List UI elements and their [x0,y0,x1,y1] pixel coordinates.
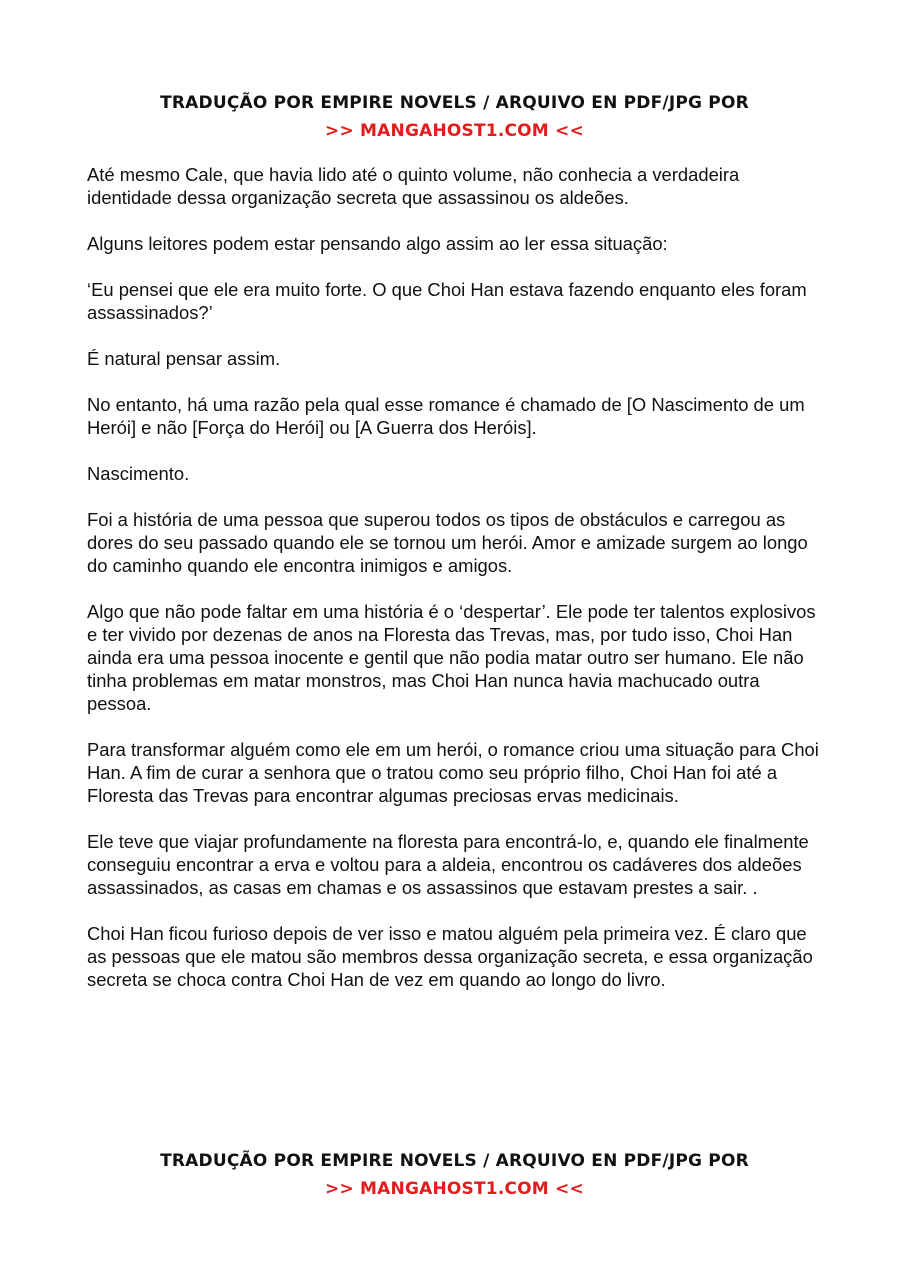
paragraph: Algo que não pode faltar em uma história é o ‘despertar’. Ele pode ter talentos explosivos e ter vivido por dezenas de anos na Floresta das Trevas, mas, por tudo isso, Choi Han ainda era uma pessoa inocente e gentil que não podia matar outro ser humano. Ele não tinha problemas em matar monstros, mas Choi Han nunca havia machucado outra pessoa. [87,601,816,714]
body-text [87,163,827,1014]
paragraph: Para transformar alguém como ele em um herói, o romance criou uma situação para Choi Han. A fim de curar a senhora que o tratou como seu próprio filho, Choi Han foi até a Floresta das Trevas para encontrar algumas preciosas ervas medicinais. [87,739,819,806]
header-credit-line: TRADUÇÃO POR EMPIRE NOVELS / ARQUIVO EN PDF/JPG POR [160,93,749,113]
paragraph: Alguns leitores podem estar pensando algo assim ao ler essa situação: [87,233,668,254]
paragraph: Choi Han ficou furioso depois de ver isso e matou alguém pela primeira vez. É claro que as pessoas que ele matou são membros dessa organização secreta, e essa organização secreta se choca contra Choi Han de vez em quando ao longo do livro. [87,923,813,990]
paragraph: Ele teve que viajar profundamente na floresta para encontrá-lo, e, quando ele finalmente conseguiu encontrar a erva e voltou para a aldeia, encontrou os cadáveres dos aldeões assassinados, as casas em chamas e os assassinos que estavam prestes a sair. . [87,831,809,898]
paragraph: No entanto, há uma razão pela qual esse romance é chamado de [O Nascimento de um Herói] e não [Força do Herói] ou [A Guerra dos Heróis]. [87,394,805,438]
paragraph: Nascimento. [87,463,190,484]
paragraph: Até mesmo Cale, que havia lido até o quinto volume, não conhecia a verdadeira identidade dessa organização secreta que assassinou os aldeões. [87,164,740,208]
footer-watermark [0,1147,909,1203]
paragraph: ‘Eu pensei que ele era muito forte. O que Choi Han estava fazendo enquanto eles foram assassinados?’ [87,279,807,323]
header-watermark [0,89,909,145]
footer-credit-line: TRADUÇÃO POR EMPIRE NOVELS / ARQUIVO EN PDF/JPG POR [160,1151,749,1171]
paragraph: Foi a história de uma pessoa que superou todos os tipos de obstáculos e carregou as dores do seu passado quando ele se tornou um herói. Amor e amizade surgem ao longo do caminho quando ele encontra inimigos e amigos. [87,509,808,576]
header-site-link: >> MANGAHOST1.COM << [325,121,584,141]
paragraph: É natural pensar assim. [87,348,281,369]
footer-site-link: >> MANGAHOST1.COM << [325,1179,584,1199]
